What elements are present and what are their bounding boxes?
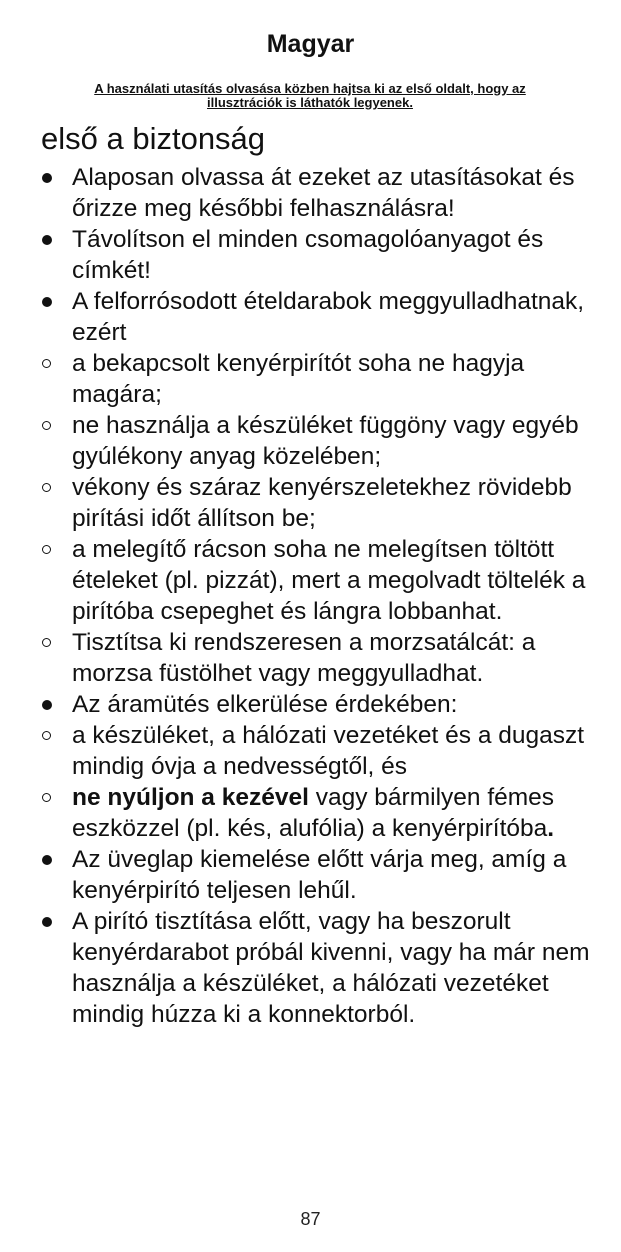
- filled-bullet-icon: [38, 224, 58, 255]
- filled-bullet-icon: [38, 689, 58, 720]
- list-item: [0, 286, 621, 348]
- item-text: vagy bármilyen fémes eszközzel (pl. kés, alufólia) a kenyérpirítóba: [72, 784, 555, 842]
- item-text: Tisztítsa ki rendszeresen a morzsatálcát: a morzsa füstölhet vagy meggyulladhat.: [72, 629, 536, 687]
- list-item: [0, 627, 621, 689]
- item-text: vékony és száraz kenyérszeletekhez rövidebb pirítási időt állítson be;: [72, 474, 572, 532]
- item-bold-period: .: [547, 815, 555, 842]
- list-item: [0, 534, 621, 627]
- item-text: a melegítő rácson soha ne melegítsen töltött ételeket (pl. pizzát), mert a megolvadt töltelék a pirítóba csepeghet és lángra lobbanhat.: [72, 536, 586, 625]
- item-bold-text: ne nyúljon a kezével: [72, 784, 309, 811]
- hollow-bullet-icon: [38, 782, 58, 813]
- list-item: [0, 782, 621, 844]
- item-text: a készüléket, a hálózati vezetéket és a dugaszt mindig óvja a nedvességtől, és: [72, 722, 585, 780]
- filled-bullet-icon: [38, 286, 58, 317]
- safety-list: [0, 162, 621, 1030]
- item-text: A felforrósodott ételdarabok meggyulladhatnak, ezért: [72, 288, 585, 346]
- hollow-bullet-icon: [38, 348, 58, 379]
- hollow-bullet-icon: [38, 410, 58, 441]
- instruction-note: A használati utasítás olvasása közben hajtsa ki az első oldalt, hogy az illusztrációk is láthatók legyenek.: [94, 81, 526, 110]
- item-text: Alaposan olvassa át ezeket az utasításokat és őrizze meg későbbi felhasználásra!: [72, 164, 575, 222]
- item-text: a bekapcsolt kenyérpirítót soha ne hagyja magára;: [72, 350, 525, 408]
- hollow-bullet-icon: [38, 627, 58, 658]
- item-text: Az áramütés elkerülése érdekében:: [72, 691, 458, 718]
- filled-bullet-icon: [38, 906, 58, 937]
- hollow-bullet-icon: [38, 720, 58, 751]
- hollow-bullet-icon: [38, 472, 58, 503]
- hollow-bullet-icon: [38, 534, 58, 565]
- section-heading: első a biztonság: [41, 121, 266, 156]
- item-text: A pirító tisztítása előtt, vagy ha beszorult kenyérdarabot próbál kivenni, vagy ha már nem használja a készüléket, a hálózati vezetéket mindig húzza ki a konnektorból.: [72, 908, 590, 1028]
- list-item: [0, 906, 621, 1030]
- list-item: [0, 689, 621, 720]
- page-title: Magyar: [266, 30, 355, 58]
- list-item: [0, 348, 621, 410]
- item-text: ne használja a készüléket függöny vagy egyéb gyúlékony anyag közelében;: [72, 412, 579, 470]
- list-item: [0, 410, 621, 472]
- filled-bullet-icon: [38, 162, 58, 193]
- list-item: [0, 720, 621, 782]
- list-item: [0, 844, 621, 906]
- list-item: [0, 224, 621, 286]
- list-item: [0, 472, 621, 534]
- list-item: [0, 162, 621, 224]
- filled-bullet-icon: [38, 844, 58, 875]
- item-text: Az üveglap kiemelése előtt várja meg, amíg a kenyérpirító teljesen lehűl.: [72, 846, 567, 904]
- page-number: 87: [300, 1209, 321, 1229]
- item-text: Távolítson el minden csomagolóanyagot és címkét!: [72, 226, 544, 284]
